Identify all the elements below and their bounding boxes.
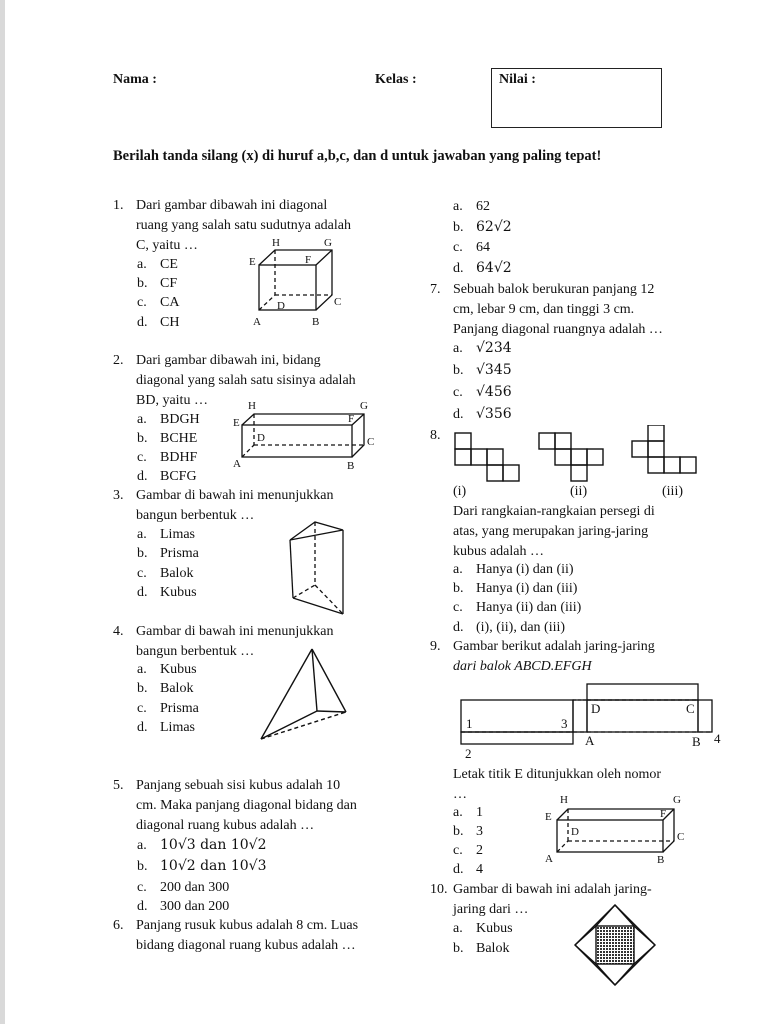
option-b[interactable]: b. Balok (453, 941, 510, 956)
vertex-label: H (560, 794, 568, 806)
question-number: 10. (430, 882, 448, 897)
vertex-label: A (253, 316, 261, 328)
net-label-i: (i) (453, 484, 467, 499)
question-text-line: atas, yang merupakan jaring-jaring (453, 524, 649, 539)
question-text-line: bangun berbentuk … (136, 644, 255, 659)
question-8 (430, 426, 450, 446)
option-b[interactable]: b. Balok (137, 681, 194, 696)
option-d[interactable]: d. √356 (453, 406, 512, 422)
question-8-text (453, 502, 703, 562)
option-d[interactable]: d. BCFG (137, 469, 197, 484)
vertex-label: C (677, 831, 685, 843)
option-c[interactable]: c. 200 dan 300 (137, 880, 230, 895)
vertex-label: F (305, 254, 312, 266)
option-d[interactable]: d. (i), (ii), dan (iii) (453, 620, 566, 635)
question-text-line: Letak titik E ditunjukkan oleh nomor (453, 767, 662, 782)
question-text-line: Gambar di bawah ini menunjukkan (136, 488, 334, 503)
question-text-line: dari balok ABCD.EFGH (453, 659, 592, 674)
option-a[interactable]: a. Limas (137, 527, 195, 542)
option-d[interactable]: d. Kubus (137, 585, 197, 600)
question-5 (113, 776, 393, 836)
prism-figure (280, 518, 360, 618)
option-a[interactable]: a. Hanya (i) dan (ii) (453, 562, 574, 577)
option-a[interactable]: a. CE (137, 257, 178, 272)
option-b[interactable]: b. √345 (453, 362, 512, 378)
vertex-label: B (692, 734, 701, 749)
instruction: Berilah tanda silang (x) di huruf a,b,c, dan d untuk jawaban yang paling tepat! (113, 148, 602, 164)
question-text-line: Dari gambar dibawah ini, bidang (136, 353, 321, 368)
option-a[interactable]: a. BDGH (137, 412, 200, 427)
net-label-ii: (ii) (570, 484, 588, 499)
net-label-iii: (iii) (662, 484, 683, 499)
option-c[interactable]: c. Balok (137, 566, 194, 581)
option-b[interactable]: b. 3 (453, 824, 483, 839)
option-a[interactable]: a. Kubus (453, 921, 513, 936)
question-text-line: ruang yang salah satu sudutnya adalah (136, 218, 351, 233)
vertex-label: E (249, 256, 256, 268)
question-text-line: bangun berbentuk … (136, 508, 255, 523)
vertex-label: A (233, 458, 241, 470)
class-label: Kelas : (375, 72, 417, 87)
vertex-label: C (686, 701, 695, 716)
vertex-label: H (272, 237, 280, 249)
question-7 (430, 280, 710, 340)
question-text-line: Panjang sebuah sisi kubus adalah 10 (136, 778, 341, 793)
question-number: 2. (113, 353, 124, 368)
question-text-line: Gambar di bawah ini menunjukkan (136, 624, 334, 639)
option-c[interactable]: c. √456 (453, 384, 512, 400)
option-b[interactable]: b. CF (137, 276, 178, 291)
vertex-label: F (348, 413, 355, 425)
question-text-line: cm. Maka panjang diagonal bidang dan (136, 798, 357, 813)
option-b[interactable]: b. 10√2 dan 10√3 (137, 858, 267, 874)
option-c[interactable]: c. 2 (453, 843, 483, 858)
question-text-line: Panjang rusuk kubus adalah 8 cm. Luas (136, 918, 359, 933)
vertex-label: F (660, 808, 667, 820)
vertex-label: B (657, 854, 665, 865)
vertex-label: C (367, 436, 375, 448)
vertex-label: D (571, 826, 579, 838)
option-d[interactable]: d. 64√2 (453, 260, 512, 276)
question-number: 5. (113, 778, 124, 793)
question-number: 6. (113, 918, 124, 933)
question-text-line: kubus adalah … (453, 544, 544, 559)
question-text-line: Sebuah balok berukuran panjang 12 (453, 282, 655, 297)
net-number: 4 (714, 731, 721, 746)
question-number: 8. (430, 428, 441, 443)
question-text-line: jaring dari … (453, 902, 529, 917)
cube-figure (245, 233, 345, 333)
option-c[interactable]: c. CA (137, 295, 180, 310)
question-6 (113, 916, 403, 956)
option-d[interactable]: d. Limas (137, 720, 195, 735)
cuboid-net-figure (455, 680, 730, 760)
question-text-line: … (453, 787, 467, 802)
option-b[interactable]: b. 62√2 (453, 219, 512, 235)
option-a[interactable]: a. Kubus (137, 662, 197, 677)
vertex-label: G (673, 794, 681, 806)
option-d[interactable]: d. 4 (453, 862, 483, 877)
vertex-label: A (545, 853, 553, 865)
option-a[interactable]: a. 10√3 dan 10√2 (137, 837, 267, 853)
page-edge (0, 0, 5, 1024)
option-c[interactable]: c. 64 (453, 240, 490, 255)
option-a[interactable]: a. √234 (453, 340, 512, 356)
question-9 (430, 637, 710, 677)
question-number: 9. (430, 639, 441, 654)
question-text-line: Panjang diagonal ruangnya adalah … (453, 322, 663, 337)
question-text-line: Gambar berikut adalah jaring-jaring (453, 639, 655, 654)
question-number: 7. (430, 282, 441, 297)
vertex-label: H (248, 400, 256, 412)
option-d[interactable]: d. CH (137, 315, 180, 330)
vertex-label: D (277, 300, 285, 312)
vertex-label: D (257, 432, 265, 444)
vertex-label: G (360, 400, 368, 412)
cuboid-figure (230, 395, 380, 475)
vertex-label: B (312, 316, 320, 328)
net-number: 3 (561, 716, 568, 731)
question-number: 1. (113, 198, 124, 213)
cuboid-figure (540, 790, 690, 865)
question-text-line: cm, lebar 9 cm, dan tinggi 3 cm. (453, 302, 635, 317)
option-c[interactable]: c. BDHF (137, 450, 198, 465)
question-text-line: BD, yaitu … (136, 393, 208, 408)
name-label: Nama : (113, 72, 157, 87)
vertex-label: B (347, 460, 355, 472)
pyramid-net-figure (570, 900, 660, 990)
vertex-label: E (545, 811, 552, 823)
option-a[interactable]: a. 62 (453, 199, 490, 214)
vertex-label: E (233, 417, 240, 429)
pyramid-figure (255, 645, 365, 745)
vertex-label: A (585, 733, 595, 748)
vertex-label: C (334, 296, 342, 308)
question-number: 3. (113, 488, 124, 503)
option-b[interactable]: b. BCHE (137, 431, 198, 446)
vertex-label: G (324, 237, 332, 249)
question-text-line: diagonal ruang kubus adalah … (136, 818, 315, 833)
question-text-line: Dari gambar dibawah ini diagonal (136, 198, 328, 213)
question-number: 4. (113, 624, 124, 639)
question-text-line: Dari rangkaian-rangkaian persegi di (453, 504, 655, 519)
question-text-line: diagonal yang salah satu sisinya adalah (136, 373, 356, 388)
option-c[interactable]: c. Prisma (137, 701, 199, 716)
vertex-label: D (591, 701, 601, 716)
option-b[interactable]: b. Hanya (i) dan (iii) (453, 581, 578, 596)
question-text-line: Gambar di bawah ini adalah jaring- (453, 882, 652, 897)
option-b[interactable]: b. Prisma (137, 546, 199, 561)
net-number: 2 (465, 746, 472, 760)
net-number: 1 (466, 716, 473, 731)
option-a[interactable]: a. 1 (453, 805, 483, 820)
option-c[interactable]: c. Hanya (ii) dan (iii) (453, 600, 582, 615)
option-d[interactable]: d. 300 dan 200 (137, 899, 230, 914)
question-text-line: C, yaitu … (136, 238, 198, 253)
question-text-line: bidang diagonal ruang kubus adalah … (136, 938, 356, 953)
score-label: Nilai : (499, 72, 536, 87)
